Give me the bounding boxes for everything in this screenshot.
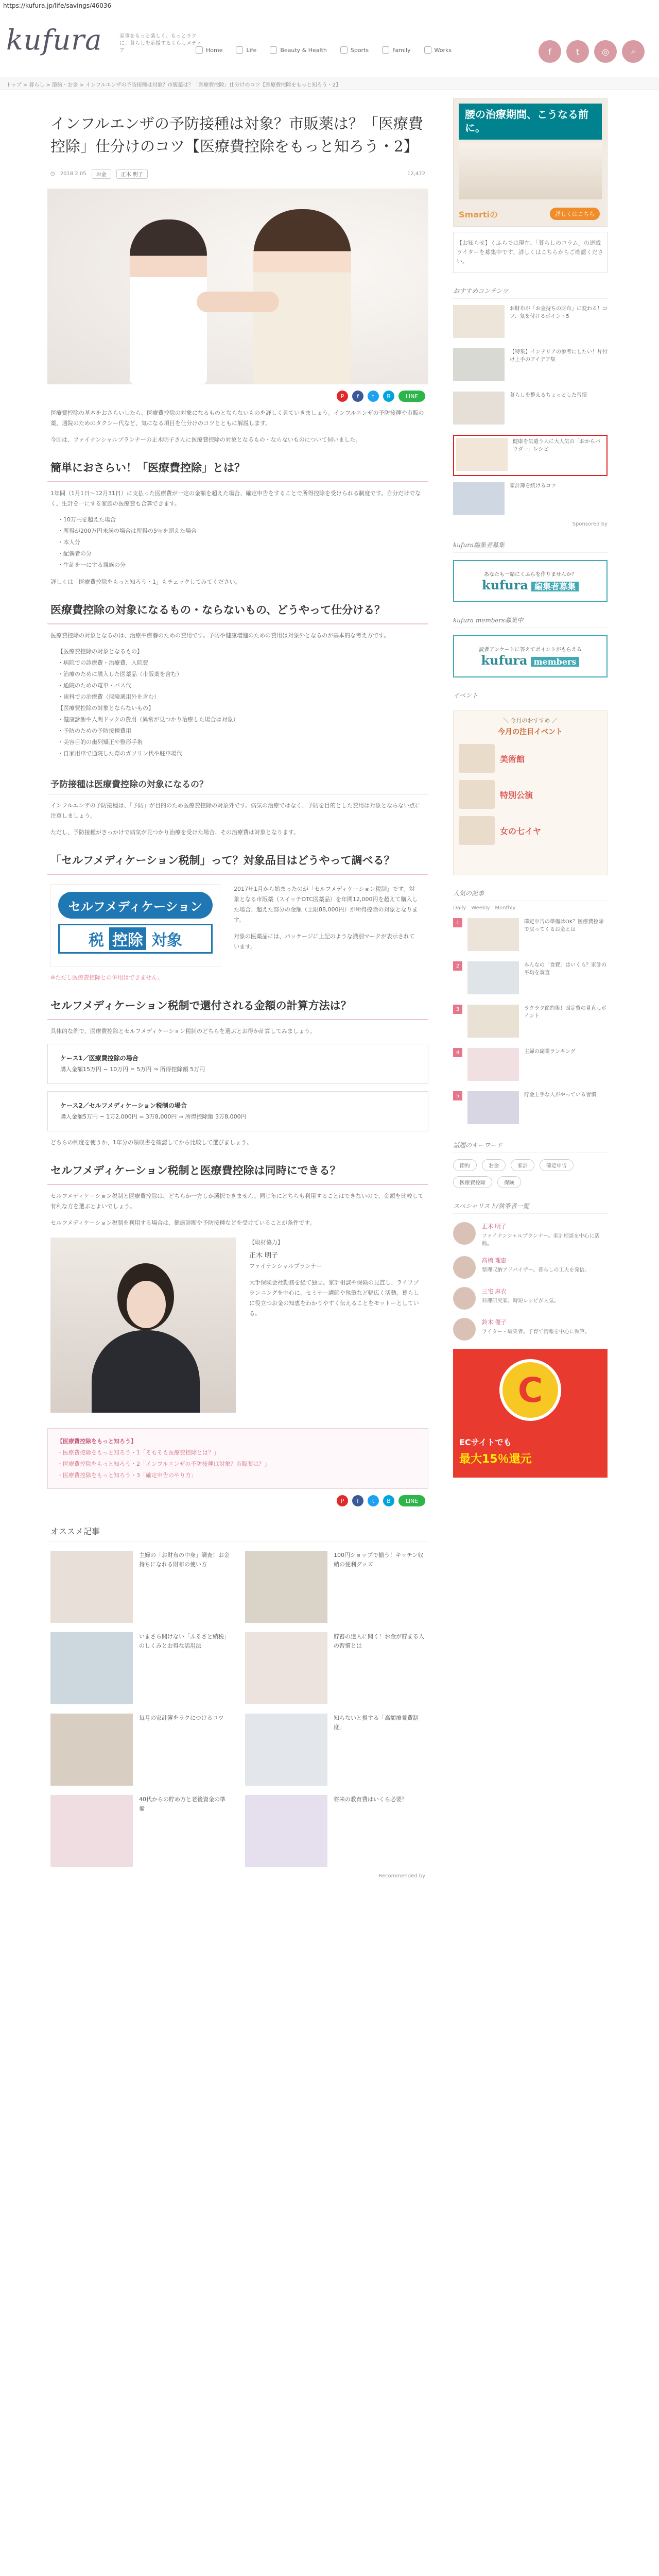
sidebar-ad-top[interactable]	[453, 98, 608, 227]
beauty-icon	[270, 46, 277, 54]
selfmed-logo-top: セルフメディケーション	[58, 892, 213, 919]
calc-box-title: ケース2／セルフメディケーション税制の場合	[60, 1102, 187, 1109]
site-header	[0, 11, 659, 77]
section-heading-both: セルフメディケーション税制と医療費控除は同時にできる？	[47, 1162, 428, 1185]
specialist-name: 正木 明子	[482, 1223, 507, 1230]
list-item: ・歯科での治療費（保険適用外を含む）	[58, 693, 160, 700]
banner-subtext: 読者アンケートに答えてポイントがもらえる	[479, 647, 582, 653]
sidebar-recommend-item[interactable]	[453, 305, 608, 342]
both-paragraph: セルフメディケーション税制と医療費控除は、どちらか一方しか選択できません。同じ年にどちらも利用することはできないので、金額を比較して有利な方を選ぶとよいでしょう。	[50, 1193, 424, 1210]
twitter-icon[interactable]: t	[566, 40, 589, 63]
banner-tag: 編集者募集	[531, 582, 579, 591]
specialist-name: 三宅 麻衣	[482, 1288, 507, 1295]
widget-title-editor: kufura編集者募集	[453, 537, 608, 553]
selfmed-logo	[50, 884, 220, 967]
section-heading-target: 医療費控除の対象になるもの・ならないもの、どうやって仕分ける？	[47, 602, 428, 624]
banner-main	[482, 578, 579, 592]
selfmed-block	[47, 884, 428, 967]
list-item: 【医療費控除の対象となるもの】	[58, 648, 143, 655]
intro-paragraph-2: 今回は、ファイナンシャルプランナーの正木明子さんに医療費控除の対象となるもの・ならないものについて伺いました。	[50, 436, 361, 443]
banner-main	[481, 653, 580, 668]
thumb	[453, 392, 505, 425]
event-row[interactable]	[459, 780, 602, 809]
line-share-button[interactable]: LINE	[398, 1495, 425, 1506]
avatar	[453, 1287, 476, 1310]
nav-sports[interactable]	[340, 46, 369, 54]
article-title: インフルエンザの予防接種は対象？市販薬は？「医療費控除」仕分けのコツ【医療費控除をもっと知ろう・2】	[50, 115, 423, 155]
sidebar-recommend-item[interactable]	[453, 348, 608, 385]
ranking-tab[interactable]: Monthly	[495, 905, 516, 911]
ad-headline: 腰の治療期間、こうなる前に。	[459, 104, 602, 140]
recommended-thumb	[50, 1551, 133, 1623]
recommended-title: 将来の教育費はいくら必要？	[334, 1796, 407, 1803]
calc-line: 購入金額15万円 − 10万円 = 5万円 ⇒ 所得控除額 5万円	[60, 1066, 205, 1073]
calc-box-title: ケース1／医療費控除の場合	[60, 1055, 138, 1062]
recommended-thumb	[50, 1632, 133, 1704]
event-thumb	[459, 744, 495, 773]
event-label: 特別公演	[500, 790, 533, 800]
thumb	[467, 1048, 519, 1081]
recommended-item[interactable]	[245, 1632, 425, 1704]
list-item: ・治療のために購入した医薬品（市販薬を含む）	[58, 671, 182, 677]
twitter-share-icon[interactable]: t	[368, 1495, 379, 1506]
widget-title-keywords: 話題のキーワード	[453, 1138, 608, 1153]
facebook-icon[interactable]: f	[539, 40, 561, 63]
event-title: 今月の注目イベント	[498, 728, 563, 736]
section-heading-selfmed: 「セルフメディケーション税制」って？対象品目はどうやって調べる？	[47, 852, 428, 875]
recommended-thumb	[50, 1795, 133, 1867]
author-photo	[50, 1238, 236, 1413]
list-item: ・自家用車で通院した際のガソリン代や駐車場代	[58, 750, 182, 757]
instagram-icon[interactable]: ◎	[594, 40, 617, 63]
sidebar-recommend-item-highlighted[interactable]	[453, 435, 608, 476]
banner-logo: kufura	[481, 578, 529, 592]
recommended-item[interactable]	[50, 1714, 231, 1786]
sidebar-sponsor: Sponsored by	[572, 521, 608, 527]
intro-paragraph: 医療費控除の基本をおさらいしたら、医療費控除の対象になるものとならないものを詳しく見ていきましょう。インフルエンザの予防接種や市販の薬、通院のためのタクシー代など、気になる項目を仕分けのコツとともに解説します。	[50, 410, 424, 427]
nav-works[interactable]	[424, 46, 452, 54]
author-role: ファイナンシャルプランナー	[249, 1263, 322, 1269]
recommended-item[interactable]	[245, 1714, 425, 1786]
widget-title-event: イベント	[453, 688, 608, 703]
author-bio: 大手保険会社勤務を経て独立。家計相談や保険の見直し、ライフプランニングを中心に、セミナー講師や執筆など幅広く活動。暮らしに役立つお金の知恵をわかりやすく伝えることをモットーとしている。	[249, 1279, 419, 1317]
both-paragraph-2: セルフメディケーション税制を利用する場合は、健康診断や予防接種などを受けていることが条件です。	[50, 1219, 316, 1226]
nav-label: Family	[392, 46, 411, 54]
specialist-item[interactable]	[453, 1256, 608, 1279]
ranking-title: 主婦の副業ランキング	[524, 1049, 576, 1055]
related-link[interactable]: ・医療費控除をもっと知ろう・2「インフルエンザの予防接種は対象？市販薬は？」	[57, 1461, 270, 1467]
header-social	[539, 40, 645, 63]
calc-box-2	[47, 1091, 428, 1131]
ad-text-2: 最大15％還元	[459, 1453, 532, 1466]
banner-logo: kufura	[481, 653, 528, 668]
related-heading: 【医療費控除をもっと知ろう】	[57, 1438, 136, 1445]
calc-line: 購入金額5万円 − 1万2,000円 = 3万8,000円 ⇒ 所得控除額 3万8,000円	[60, 1113, 247, 1120]
specialist-item[interactable]	[453, 1318, 608, 1341]
facebook-share-icon[interactable]: f	[352, 391, 363, 402]
basic-note: 詳しくは「医療費控除をもっと知ろう・1」もチェックしてみてください。	[50, 579, 241, 585]
author-heading: 【取材協力】	[249, 1239, 283, 1246]
sidebar-ad-bottom[interactable]	[453, 1349, 608, 1478]
arm-shape	[197, 292, 279, 312]
nurse-figure	[130, 219, 207, 384]
specialist-name: 鈴木 優子	[482, 1319, 507, 1326]
clock-icon: ◷	[50, 171, 55, 177]
keyword-chip[interactable]: お金	[482, 1159, 506, 1171]
rank-number: 5	[453, 1091, 462, 1100]
selfmed-paragraph-2: 対象の医薬品には、パッケージに上記のような識別マークが表示されています。	[234, 933, 415, 950]
selfmed-kanji: 控除	[109, 927, 146, 950]
thumb	[456, 438, 508, 471]
ad-coin-logo: C	[499, 1359, 561, 1421]
ranking-tab[interactable]: Weekly	[471, 905, 490, 911]
specialist-desc: 料理研究家。時短レシピが人気。	[482, 1298, 559, 1304]
nav-label: Works	[434, 46, 452, 54]
specialist-item[interactable]	[453, 1287, 608, 1310]
specialist-desc: 整理収納アドバイザー。暮らしの工夫を発信。	[482, 1267, 590, 1273]
sidebar	[453, 98, 608, 1478]
recommended-thumb	[245, 1551, 327, 1623]
twitter-share-icon[interactable]: t	[368, 391, 379, 402]
event-sub: ＼ 今月のおすすめ ／	[502, 717, 558, 724]
search-icon[interactable]: ⌕	[622, 40, 645, 63]
sidebar-recommend-title: 暮らしを整えるちょっとした習慣	[510, 393, 587, 398]
recommended-title: 貯蓄の達人に聞く！お金が貯まる人の習慣とは	[334, 1633, 424, 1649]
list-item: 【医療費控除の対象とならないもの】	[58, 705, 154, 711]
ranking-title: 貯金上手な人がやっている習慣	[524, 1092, 596, 1098]
article-meta	[47, 168, 428, 179]
list-item: ・10万円を超えた場合	[58, 516, 116, 523]
recommended-thumb	[245, 1714, 327, 1786]
recommended-item[interactable]	[50, 1551, 231, 1623]
selfmed-logo-bottom	[58, 924, 213, 954]
ad-photo	[459, 143, 602, 199]
ad-brand: Smartiの	[459, 210, 498, 219]
list-item: ・生計を一にする親族の分	[58, 562, 126, 568]
sidebar-recommend-title: お財布が「お金持ちの財布」に変わる！コツ、気を付けるポイント5	[510, 306, 608, 319]
sports-icon	[340, 46, 348, 54]
section-heading-basic: 簡単におさらい！「医療費控除」とは？	[47, 460, 428, 482]
thumb	[453, 305, 505, 338]
share-buttons	[47, 391, 428, 402]
hatena-icon[interactable]: B	[383, 391, 394, 402]
sidebar-notice[interactable]: 【お知らせ】くふらでは現在、「暮らしのコラム」の連載ライターを募集中です。詳しくはこちらからご確認ください。	[453, 232, 608, 273]
list-item: ・美容目的の歯列矯正や整形手術	[58, 739, 143, 745]
thumb	[467, 961, 519, 994]
section-heading-vaccine: 予防接種は医療費控除の対象になるの？	[47, 777, 428, 794]
works-icon	[424, 46, 431, 54]
sidebar-recommend-item[interactable]	[453, 482, 608, 519]
recommended-thumb	[245, 1632, 327, 1704]
recommended-item[interactable]	[245, 1795, 425, 1867]
ranking-title: 確定申告の準備はOK？医療費控除で戻ってくるお金とは	[524, 919, 604, 933]
hatena-icon[interactable]: B	[383, 1495, 394, 1506]
ranking-tab[interactable]: Daily	[453, 905, 466, 911]
list-item: ・配偶者の分	[58, 550, 92, 557]
event-label: 美術館	[500, 754, 525, 764]
ranking-item[interactable]	[453, 1091, 608, 1127]
ranking-item[interactable]	[453, 961, 608, 997]
event-thumb	[459, 780, 495, 809]
event-label: 女の七イヤ	[500, 826, 542, 836]
widget-title-recommend: おすすめコンテンツ	[453, 283, 608, 299]
specialist-item[interactable]	[453, 1222, 608, 1248]
article-main	[47, 98, 428, 1879]
ranking-item[interactable]	[453, 918, 608, 954]
selfmed-kanji: 税	[89, 931, 104, 950]
list-item: ・本人分	[58, 539, 80, 546]
event-thumb	[459, 816, 495, 845]
avatar	[453, 1222, 476, 1245]
sidebar-recommend-title: 家計簿を続けるコツ	[510, 483, 556, 489]
life-icon	[236, 46, 243, 54]
ranking-item[interactable]	[453, 1005, 608, 1041]
selfmed-kanji: 対象	[151, 931, 182, 950]
recommended-title: 40代からの貯め方と老後資金の準備	[139, 1796, 226, 1812]
thumb	[453, 348, 505, 381]
thumb	[453, 482, 505, 515]
hero-image	[47, 189, 428, 384]
avatar	[453, 1256, 476, 1279]
ad-cta-button[interactable]: 詳しくはこちら	[550, 208, 600, 220]
author-info	[249, 1238, 419, 1413]
recommended-thumb	[50, 1714, 133, 1786]
keyword-chip[interactable]: 医療費控除	[453, 1176, 492, 1188]
recommended-item[interactable]	[50, 1795, 231, 1867]
specialist-desc: ファイナンシャルプランナー。家計相談を中心に活動。	[482, 1233, 600, 1247]
related-link[interactable]: ・医療費控除をもっと知ろう・3「確定申告のやり方」	[57, 1472, 197, 1479]
widget-title-members: kufura members募集中	[453, 613, 608, 628]
calc-box-1	[47, 1044, 428, 1084]
family-icon	[382, 46, 389, 54]
rank-number: 1	[453, 918, 462, 927]
nav-life[interactable]	[236, 46, 256, 54]
avatar	[453, 1318, 476, 1341]
event-row[interactable]	[459, 744, 602, 773]
site-logo[interactable]: kufura	[6, 24, 102, 56]
list-item: ・健康診断や人間ドックの費用（異常が見つかり治療した場合は対象）	[58, 716, 239, 723]
members-banner[interactable]	[453, 635, 608, 677]
url-bar[interactable]: https://kufura.jp/life/savings/46036	[0, 0, 659, 11]
recommended-item[interactable]	[50, 1632, 231, 1704]
specialist-desc: ライター・編集者。子育て情報を中心に執筆。	[482, 1329, 590, 1335]
ad-text-1: ECサイトでも	[459, 1437, 512, 1447]
editor-recruit-banner[interactable]	[453, 560, 608, 602]
site-tagline: 家事をもっと楽しく、もっとラクに。暮らしを応援するくらしメディア	[119, 33, 202, 54]
specialist-name: 高橋 理恵	[482, 1257, 507, 1264]
author-block	[47, 1238, 428, 1413]
keyword-list	[453, 1159, 608, 1188]
calc-after: どちらの制度を使うか、1年分の領収書を確認してから比較して選びましょう。	[50, 1139, 252, 1146]
nav-label: Sports	[350, 46, 369, 54]
list-item: ・所得が200万円未満の場合は所得の5％を超えた場合	[58, 528, 197, 534]
line-share-button[interactable]: LINE	[398, 391, 425, 402]
nav-home[interactable]	[196, 46, 222, 54]
basic-paragraph: 1年間（1月1日〜12月31日）に支払った医療費が一定の金額を超えた場合、確定申告をすることで所得控除を受けられる制度です。自分だけでなく、生計を一にする家族の医療費も合算できます。	[50, 490, 421, 507]
nav-label: Life	[246, 46, 257, 54]
global-nav	[196, 46, 452, 54]
tag-chip[interactable]: 正木 明子	[116, 169, 148, 179]
list-item: ・通院のための電車・バス代	[58, 682, 131, 689]
target-paragraph: 医療費控除の対象となるのは、治療や療養のための費用です。予防や健康増進のための費用は対象外となるのが基本的な考え方です。	[50, 632, 390, 639]
thumb	[467, 1005, 519, 1038]
recommended-item[interactable]	[245, 1551, 425, 1623]
vaccine-paragraph: インフルエンザの予防接種は、「予防」が目的のため医療費控除の対象外です。病気の治療ではなく、予防を目的とした費用は対象とならない点に注意しましょう。	[50, 802, 421, 819]
recommended-heading: オススメ記事	[47, 1525, 428, 1541]
sidebar-recommend-item[interactable]	[453, 392, 608, 429]
rank-number: 2	[453, 961, 462, 971]
author-name[interactable]: 正木 明子	[249, 1252, 279, 1260]
facebook-share-icon[interactable]: f	[352, 1495, 363, 1506]
recommended-thumb	[245, 1795, 327, 1867]
nav-beauty[interactable]	[270, 46, 327, 54]
tag-chip[interactable]: お金	[92, 169, 111, 179]
ranking-item[interactable]	[453, 1048, 608, 1084]
event-calendar[interactable]	[453, 710, 608, 875]
recommended-title: 主婦の「お財布の中身」調査！お金持ちになれる財布の使い方	[139, 1552, 230, 1568]
keyword-chip[interactable]: 保険	[497, 1176, 521, 1188]
recommended-title: 毎月の家計簿をラクにつけるコツ	[139, 1715, 224, 1721]
pinterest-icon[interactable]: P	[337, 391, 348, 402]
event-row[interactable]	[459, 816, 602, 845]
keyword-chip[interactable]: 節約	[453, 1159, 477, 1171]
ranking-tabs	[453, 905, 608, 911]
recommended-title: 知らないと損する「高額療養費制度」	[334, 1715, 419, 1731]
widget-title-specialists: スペシャリスト/執筆者一覧	[453, 1198, 608, 1214]
keyword-chip[interactable]: 確定申告	[540, 1159, 574, 1171]
related-series-box	[47, 1428, 428, 1489]
widget-title-ranking: 人気の記事	[453, 886, 608, 901]
view-count: 12,472	[407, 171, 425, 177]
section-heading-calc: セルフメディケーション税制で還付される金額の計算方法は？	[47, 997, 428, 1020]
banner-subtext: あなたも一緒にくふらを作りませんか？	[484, 572, 577, 578]
recommended-title: いまさら聞けない「ふるさと納税」のしくみとお得な活用法	[139, 1633, 230, 1649]
recommended-grid	[47, 1551, 428, 1867]
vaccine-paragraph-2: ただし、予防接種がきっかけで病気が見つかり治療を受けた場合、その治療費は対象となります。	[50, 829, 300, 836]
list-item: ・病院での診療費・治療費、入院費	[58, 659, 148, 666]
rank-number: 4	[453, 1048, 462, 1057]
nav-label: Beauty & Health	[280, 46, 327, 54]
list-item: ・予防のための予防接種費用	[58, 727, 131, 734]
thumb	[467, 918, 519, 951]
share-buttons-bottom	[47, 1495, 428, 1506]
nav-family[interactable]	[382, 46, 410, 54]
ranking-title: ラクラク節約術！固定費の見直しポイント	[524, 1006, 606, 1019]
selfmed-paragraph: 2017年1月から始まったのが「セルフメディケーション税制」です。対象となる市販薬（スイッチOTC医薬品）を年間12,000円を超えて購入した場合、超えた部分の金額（上限88,000円）が所得控除の対象となります。	[234, 886, 418, 923]
breadcrumb[interactable]: トップ > 暮らし > 節約・お金 > インフルエンザの予防接種は対象？市販薬は？「医療費控除」仕分けのコツ【医療費控除をもっと知ろう・2】	[0, 77, 659, 90]
recommended-title: 100円ショップで揃う！キッチン収納の便利グッズ	[334, 1552, 424, 1568]
banner-tag: members	[531, 657, 580, 667]
keyword-chip[interactable]: 家計	[511, 1159, 534, 1171]
recommended-sponsor: Recommended by	[378, 1873, 425, 1879]
sidebar-recommend-title: 健康を気遣う人に大人気の「おからパウダー」レシピ	[513, 439, 600, 452]
pinterest-icon[interactable]: P	[337, 1495, 348, 1506]
rank-number: 3	[453, 1005, 462, 1014]
nav-label: Home	[206, 46, 223, 54]
calc-paragraph: 具体的な例で、医療費控除とセルフメディケーション税制のどちらを選ぶとお得か計算してみましょう。	[50, 1028, 316, 1035]
article-date: 2018.2.05	[60, 171, 86, 177]
ranking-title: みんなの「食費」はいくら？家計の平均を調査	[524, 962, 606, 976]
related-link[interactable]: ・医療費控除をもっと知ろう・1「そもそも医療費控除とは？」	[57, 1449, 219, 1456]
home-icon	[196, 46, 203, 54]
thumb	[467, 1091, 519, 1124]
sidebar-recommend-title: 【特集】インテリアの参考にしたい！片付け上手のアイデア集	[510, 349, 608, 363]
selfmed-note: ※ただし医療費控除との併用はできません。	[50, 974, 163, 981]
